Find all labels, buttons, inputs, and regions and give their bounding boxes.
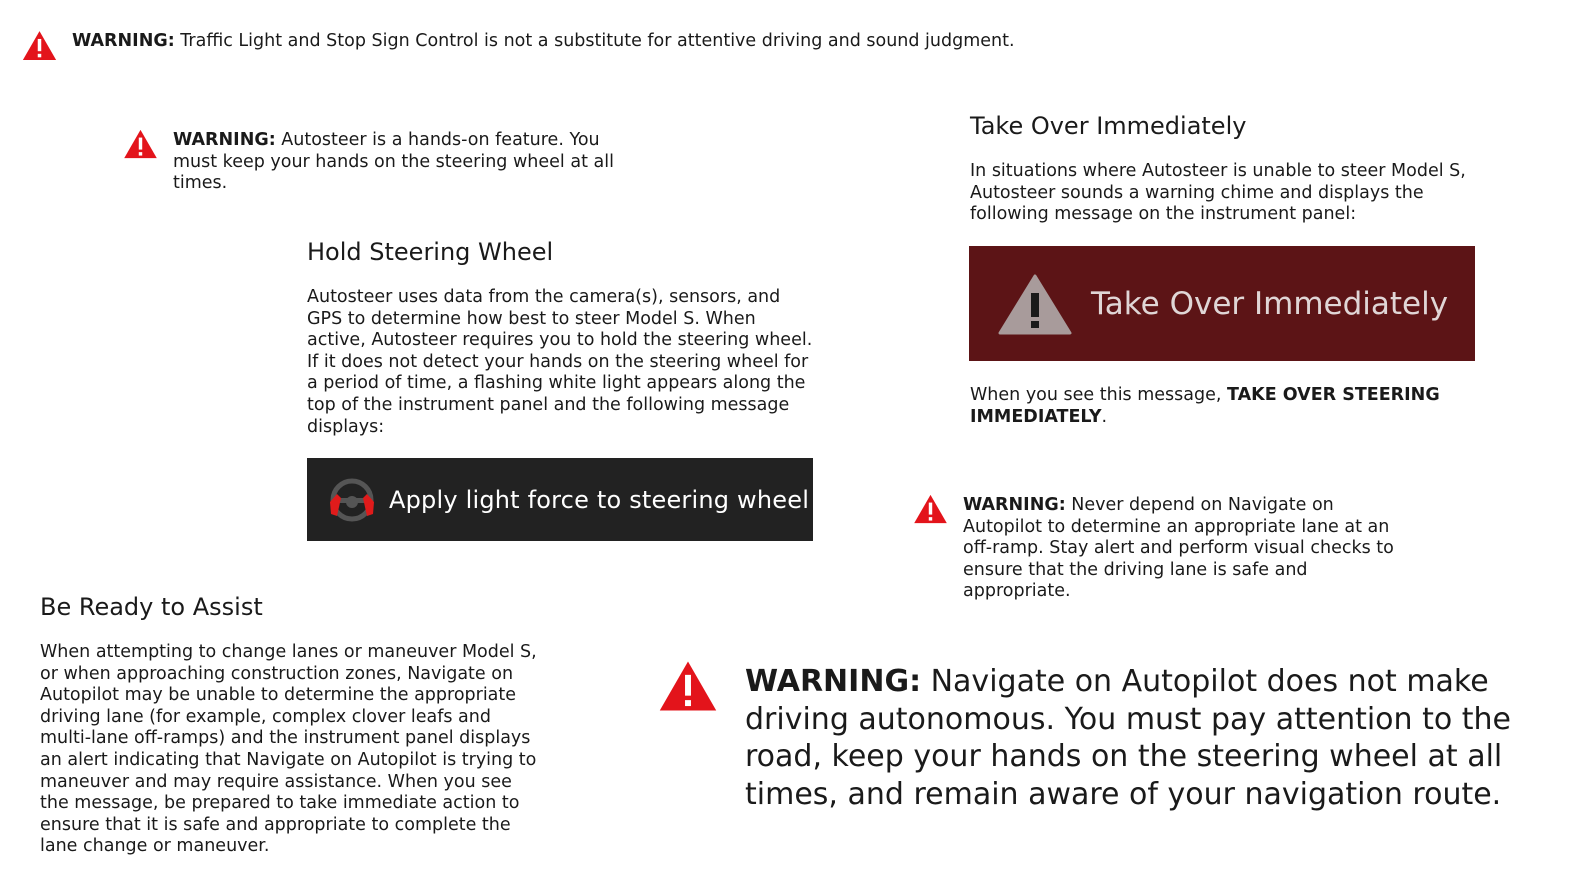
steering-wheel-icon <box>327 476 377 524</box>
warning-navigate-autonomous <box>745 663 1565 813</box>
warning-icon <box>913 494 948 524</box>
warning-text: Autosteer is a hands-on feature. You must keep your hands on the steering wheel at all times. <box>173 130 614 194</box>
warning-icon <box>997 273 1073 335</box>
warning-text: Traffic Light and Stop Sign Control is not a substitute for attentive driving and sound judgment. <box>180 31 1015 51</box>
apply-force-text: Apply light force to steering wheel <box>389 485 810 514</box>
warning-traffic-light <box>72 31 1072 52</box>
warning-label: WARNING: <box>72 31 175 51</box>
warning-icon <box>22 30 57 61</box>
warning-label: WARNING: <box>963 495 1066 515</box>
warning-label: WARNING: <box>745 664 922 699</box>
be-ready-body: When attempting to change lanes or maneuver Model S, or when approaching construction zones, Navigate on Autopilot may be unable to determine the appropriate driving lane (for example, complex clover leafs and multi-lane off-ramps) and the instrument panel displays an alert indicating that Navigate on Autopilot is trying to maneuver and may require assistance. When you see the message, be prepared to take immediate action to ensure that it is safe and appropriate to complete the lane change or maneuver. <box>40 642 537 857</box>
apply-force-banner <box>307 458 813 541</box>
take-over-banner <box>969 246 1475 361</box>
warning-icon <box>657 660 719 712</box>
warning-label: WARNING: <box>173 130 276 150</box>
warning-text: Never depend on Navigate on Autopilot to determine an appropriate lane at an off-ramp. Stay alert and perform visual checks to ensure that the driving lane is safe and appropriate. <box>963 495 1394 602</box>
warning-off-ramp <box>963 495 1413 603</box>
take-over-banner-text: Take Over Immediately <box>1091 285 1449 322</box>
warning-icon <box>123 129 158 159</box>
warning-hands-on <box>173 130 623 195</box>
be-ready-heading: Be Ready to Assist <box>40 593 263 621</box>
take-over-body: In situations where Autosteer is unable to steer Model S, Autosteer sounds a warning chime and displays the following message on the instrument panel: <box>970 161 1466 225</box>
warning-text: Navigate on Autopilot does not make driving autonomous. You must pay attention to the road, keep your hands on the steering wheel at all times, and remain aware of your navigation route. <box>745 664 1511 812</box>
take-over-heading: Take Over Immediately <box>970 112 1247 140</box>
take-over-instruction: When you see this message, TAKE OVER STEERING IMMEDIATELY. <box>970 385 1440 427</box>
hold-steering-heading: Hold Steering Wheel <box>307 238 554 266</box>
hold-steering-body: Autosteer uses data from the camera(s), sensors, and GPS to determine how best to steer Model S. When active, Autosteer requires you to hold the steering wheel. If it does not detect your hands on the steering wheel for a period of time, a flashing white light appears along the top of the instrument panel and the following message displays: <box>307 287 813 437</box>
